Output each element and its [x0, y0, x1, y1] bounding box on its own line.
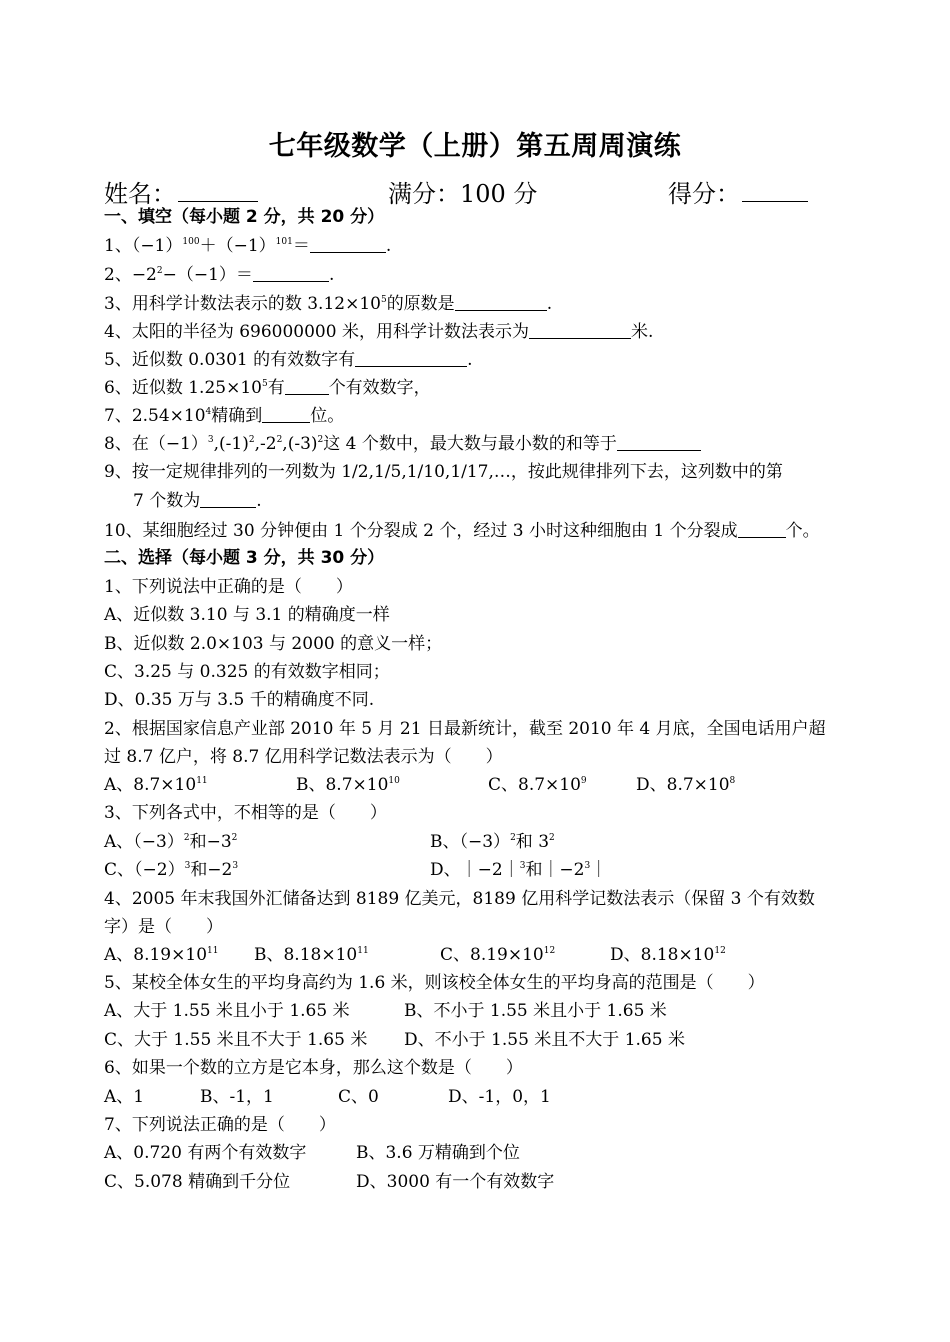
fill-q9-line2: 7 个数为 . — [133, 491, 262, 511]
full-score-label: 满分：100 分 — [388, 180, 538, 208]
name-label: 姓名： — [104, 180, 176, 208]
choice-q7-option-c[interactable]: C、5.078 精确到千分位 — [104, 1172, 291, 1192]
score-label: 得分： — [668, 180, 740, 208]
fill-q6: 6、近似数 $1.25\times 10^5$有 个有效数字， — [104, 378, 431, 398]
name-blank[interactable] — [178, 177, 258, 202]
choice-q3-option-a[interactable]: A、$(-3)^2$和$-3^2$ — [104, 832, 238, 852]
choice-q7-option-a[interactable]: A、0.720 有两个有效数字 — [104, 1143, 307, 1163]
choice-q4-option-c[interactable]: C、$8.19\times 10^{12}$ — [440, 945, 556, 965]
choice-q2-stem-line2: 过 8.7 亿户，将 8.7 亿用科学记数法表示为（ ） — [104, 747, 503, 767]
choice-q5-stem: 5、某校全体女生的平均身高约为 1.6 米，则该校全体女生的平均身高的范围是（ ） — [104, 973, 765, 993]
choice-q2-stem-line1: 2、根据国家信息产业部 2010 年 5 月 21 日最新统计，截至 2010 年 4 月底，全国电话用户超 — [104, 719, 826, 739]
choice-q4-option-b[interactable]: B、$8.18\times 10^{11}$ — [254, 945, 369, 965]
answer-blank[interactable] — [253, 265, 329, 282]
score-blank[interactable] — [742, 177, 808, 202]
answer-blank[interactable] — [262, 406, 310, 423]
answer-blank[interactable] — [738, 521, 786, 538]
fill-q9-line1: 9、按一定规律排列的一列数为 1/2,1/5,1/10,1/17,…，按此规律排列下去，这列数中的第 — [104, 462, 783, 482]
section1-heading: 一、填空（每小题 2 分，共 20 分） — [104, 207, 385, 227]
choice-q1-option-b[interactable]: B、近似数 2.0×103 与 2000 的意义一样； — [104, 634, 443, 654]
fill-q3: 3、用科学计数法表示的数 $3.12\times 10^5$的原数是 . — [104, 294, 553, 314]
choice-q1-stem: 1、下列说法中正确的是（ ） — [104, 577, 353, 597]
answer-blank[interactable] — [455, 294, 547, 311]
choice-q6-stem: 6、如果一个数的立方是它本身，那么这个数是（ ） — [104, 1058, 523, 1078]
answer-blank[interactable] — [285, 378, 329, 395]
choice-q4-option-a[interactable]: A、$8.19\times 10^{11}$ — [104, 945, 219, 965]
name-field — [104, 174, 258, 209]
choice-q5-option-d[interactable]: D、不小于 1.55 米且不大于 1.65 米 — [404, 1030, 685, 1050]
choice-q1-option-c[interactable]: C、3.25 与 0.325 的有效数字相同； — [104, 662, 390, 682]
answer-blank[interactable] — [355, 350, 467, 367]
full-score — [388, 174, 537, 209]
choice-q3-stem: 3、下列各式中，不相等的是（ ） — [104, 803, 387, 823]
fill-q5: 5、近似数 0.0301 的有效数字有 . — [104, 350, 473, 370]
choice-q4-stem-line1: 4、2005 年末我国外汇储备达到 8189 亿美元，8189 亿用科学记数法表示（保留 3 个有效数 — [104, 889, 815, 909]
choice-q7-option-b[interactable]: B、3.6 万精确到个位 — [356, 1143, 520, 1163]
choice-q2-option-c[interactable]: C、$8.7\times 10^9$ — [488, 775, 587, 795]
choice-q7-option-d[interactable]: D、3000 有一个有效数字 — [356, 1172, 555, 1192]
choice-q2-option-d[interactable]: D、$8.7\times 10^8$ — [636, 775, 736, 795]
choice-q4-option-d[interactable]: D、$8.18\times 10^{12}$ — [610, 945, 726, 965]
choice-q1-option-a[interactable]: A、近似数 3.10 与 3.1 的精确度一样 — [104, 605, 390, 625]
choice-q5-option-b[interactable]: B、不小于 1.55 米且小于 1.65 米 — [404, 1001, 667, 1021]
section2-heading: 二、选择（每小题 3 分，共 30 分） — [104, 548, 385, 568]
choice-q4-stem-line2: 字）是（ ） — [104, 917, 223, 937]
score-field — [668, 174, 808, 209]
fill-q2: 2、$-2^2-(-1)=$ . — [104, 265, 335, 285]
fill-q8: 8、在$(-1)^3,(-1)^2,-2^2,(-3)^2$这 4 个数中，最大数与最小数的和等于 — [104, 432, 701, 456]
fill-q1: 1、$(-1)^{100}+(-1)^{101}=$ . — [104, 236, 392, 256]
fill-q7: 7、$2.54\times 10^4$精确到 位。 — [104, 406, 345, 426]
choice-q5-option-a[interactable]: A、大于 1.55 米且小于 1.65 米 — [104, 1001, 350, 1021]
choice-q5-option-c[interactable]: C、大于 1.55 米且不大于 1.65 米 — [104, 1030, 368, 1050]
choice-q6-option-c[interactable]: C、0 — [338, 1087, 379, 1107]
answer-blank[interactable] — [310, 236, 386, 253]
page-title: 七年级数学（上册）第五周周演练 — [268, 131, 682, 162]
choice-q7-stem: 7、下列说法正确的是（ ） — [104, 1115, 336, 1135]
choice-q6-option-d[interactable]: D、-1，0，1 — [448, 1087, 551, 1107]
choice-q2-option-b[interactable]: B、$8.7\times 10^{10}$ — [296, 775, 400, 795]
fill-q10: 10、某细胞经过 30 分钟便由 1 个分裂成 2 个，经过 3 小时这种细胞由 1 个分裂成 个。 — [104, 521, 820, 541]
choice-q1-option-d[interactable]: D、0.35 万与 3.5 千的精确度不同. — [104, 690, 375, 710]
choice-q3-option-d[interactable]: D、｜−2｜$^3$和$|-2^3|$ — [430, 860, 608, 880]
choice-q3-option-c[interactable]: C、$(-2)^3$和$-2^3$ — [104, 860, 239, 880]
fill-q4: 4、太阳的半径为 696000000 米，用科学计数法表示为 米. — [104, 322, 654, 342]
choice-q6-option-a[interactable]: A、1 — [104, 1087, 145, 1107]
choice-q3-option-b[interactable]: B、$(-3)^2$和 $3^2$ — [430, 832, 555, 852]
choice-q6-option-b[interactable]: B、-1，1 — [200, 1087, 274, 1107]
answer-blank[interactable] — [617, 434, 701, 451]
choice-q2-option-a[interactable]: A、$8.7\times 10^{11}$ — [104, 775, 208, 795]
answer-blank[interactable] — [529, 322, 631, 339]
answer-blank[interactable] — [200, 491, 256, 508]
